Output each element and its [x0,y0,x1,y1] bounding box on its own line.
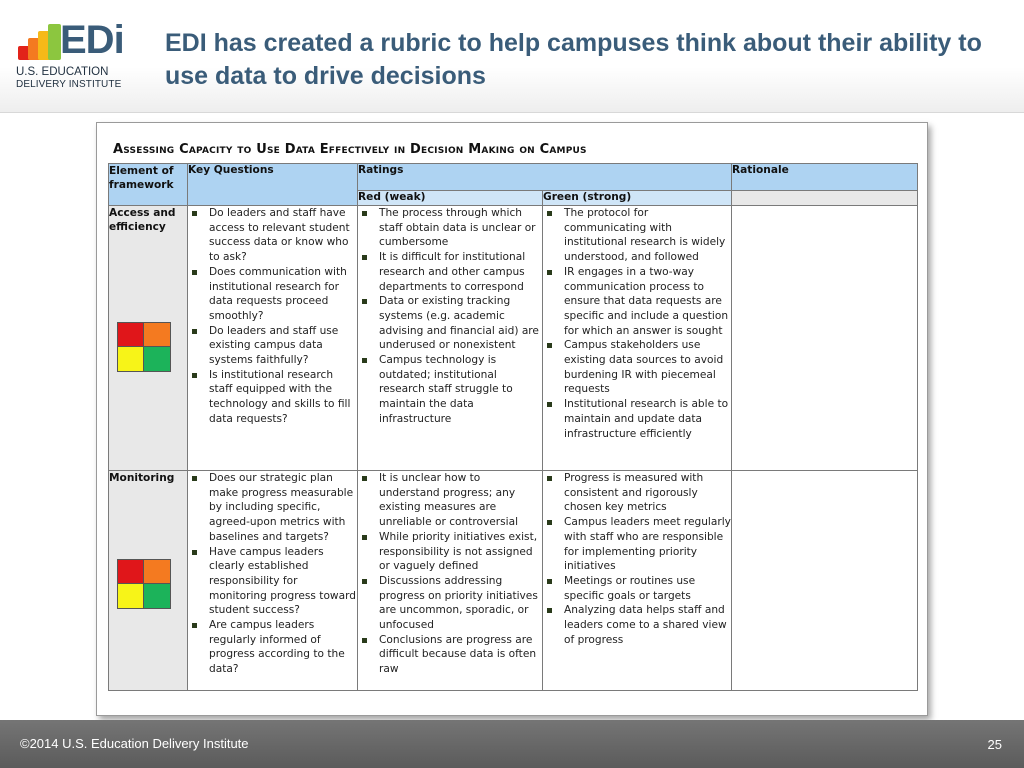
table-row [109,206,918,471]
list-item: Have campus leaders clearly established responsibility for monitoring progress toward student success? [188,545,357,619]
copyright-text: ©2014 U.S. Education Delivery Institute [20,736,249,751]
green-strong-cell [543,206,732,471]
list-item: The process through which staff obtain data is unclear or cumbersome [358,206,542,250]
element-label: Access and efficiency [109,207,176,233]
header-row [109,164,918,191]
slide-title: EDI has created a rubric to help campuses think about their ability to use data to drive decisions [165,29,982,90]
list-item: Do leaders and staff use existing campus data systems faithfully? [188,324,357,368]
key-questions-cell [188,471,358,691]
list-item: It is difficult for institutional research and other campus departments to correspond [358,250,542,294]
logo-bars-icon [18,24,64,60]
list-item: Progress is measured with consistent and rigorously chosen key metrics [543,471,731,515]
list-item: Discussions addressing progress on priority initiatives are uncommon, sporadic, or unfocused [358,574,542,633]
list-item: Do leaders and staff have access to relevant student success data or know who to ask? [188,206,357,265]
rating-quadrant-icon [117,322,171,372]
red-weak-cell [358,471,543,691]
slide-footer [0,720,1024,768]
list-item: The protocol for communicating with institutional research is widely understood, and followed [543,206,731,265]
logo-wordmark: EDi [60,18,124,62]
document-title: Assessing Capacity to Use Data Effectively in Decision Making on Campus [113,142,587,157]
list-item: Campus leaders meet regularly with staff who are responsible for implementing priority initiatives [543,515,731,574]
table-row [109,471,918,691]
red-weak-cell [358,206,543,471]
logo-line-2: DELIVERY INSTITUTE [16,79,122,90]
rating-quadrant-icon [117,559,171,609]
rubric-table [108,163,918,691]
key-questions-cell [188,206,358,471]
rationale-cell [732,206,918,471]
list-item: Analyzing data helps staff and leaders come to a shared view of progress [543,603,731,647]
list-item: IR engages in a two-way communication process to ensure that data requests are specific and include a question for which an answer is sought [543,265,731,339]
list-item: Institutional research is able to maintain and update data infrastructure efficiently [543,397,731,441]
header-green-strong: Green (strong) [543,191,732,206]
list-item: Is institutional research staff equipped with the technology and skills to fill data requests? [188,368,357,427]
list-item: Does communication with institutional research for data requests proceed smoothly? [188,265,357,324]
element-label: Monitoring [109,472,175,484]
list-item: Are campus leaders regularly informed of progress according to the data? [188,618,357,677]
header-rationale: Rationale [732,164,918,191]
list-item: Campus technology is outdated; institutional research staff struggle to maintain the data infrastructure [358,353,542,427]
list-item: It is unclear how to understand progress; any existing measures are unreliable or controversial [358,471,542,530]
logo-line-1: U.S. EDUCATION [16,66,109,78]
header-key-questions: Key Questions [188,164,358,206]
header-red-weak: Red (weak) [358,191,543,206]
list-item: Data or existing tracking systems (e.g. academic advising and financial aid) are underused or nonexistent [358,294,542,353]
list-item: Campus stakeholders use existing data sources to avoid burdening IR with piecemeal requests [543,338,731,397]
edi-logo [16,18,126,94]
green-strong-cell [543,471,732,691]
list-item: Meetings or routines use specific goals or targets [543,574,731,603]
list-item: Conclusions are progress are difficult because data is often raw [358,633,542,677]
list-item: Does our strategic plan make progress measurable by including specific, agreed-upon metrics with baselines and targets? [188,471,357,545]
header-ratings: Ratings [358,164,732,191]
page-number: 25 [987,737,1002,752]
element-cell [109,471,188,691]
element-cell [109,206,188,471]
rationale-cell [732,471,918,691]
list-item: While priority initiatives exist, responsibility is not assigned or vaguely defined [358,530,542,574]
header-rationale-blank [732,191,918,206]
rubric-document [96,122,928,716]
slide-header [0,0,1024,113]
header-element: Element of framework [109,164,188,206]
